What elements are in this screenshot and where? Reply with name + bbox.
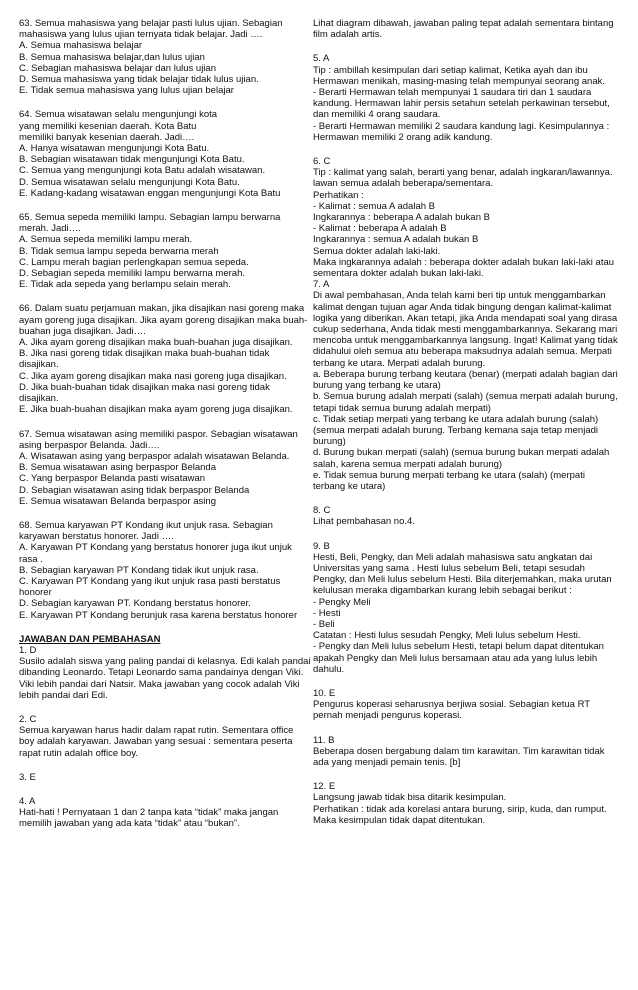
- text-line: Beberapa dosen bergabung dalam tim karawitan. Tim karawitan tidak ada yang menjadi pemain tenis. [b]: [313, 745, 605, 768]
- answer-block: [19, 714, 311, 759]
- answer-block: [19, 645, 311, 701]
- answers-heading: JAWABAN DAN PEMBAHASAN: [19, 633, 161, 645]
- text-line: D. Sebagian karyawan PT. Kondang berstatus honorer.: [19, 598, 251, 610]
- answer-block: [313, 505, 618, 527]
- text-line: yang memiliki kesenian daerah. Kota Batu: [19, 120, 197, 132]
- text-line: - Berarti Hermawan telah mempunyai 1 saudara tiri dan 1 saudara kandung. Hermawan lahir persis setahun setelah perkawinan tersebut, dan memiliki 4 orang saudara.: [313, 87, 610, 121]
- text-line: C. Jika ayam goreng disajikan maka nasi goreng juga disajikan.: [19, 370, 287, 382]
- answer-block: [313, 156, 618, 492]
- text-line: c. Tidak setiap merpati yang terbang ke utara adalah burung (salah) (semua merpati adalah burung. Terbang kemana saja tetap menjadi burung): [313, 413, 599, 448]
- text-line: Catatan : Hesti lulus sesudah Pengky, Meli lulus sebelum Hesti.: [313, 630, 581, 642]
- text-line: 12. E: [313, 781, 336, 793]
- text-line: D. Jika buah-buahan tidak disajikan maka nasi goreng tidak disajikan.: [19, 381, 270, 405]
- text-line: E. Tidak semua mahasiswa yang lulus ujian belajar: [19, 85, 234, 97]
- text-line: B. Sebagian karyawan PT Kondang tidak ikut unjuk rasa.: [19, 564, 259, 576]
- text-line: D. Semua mahasiswa yang tidak belajar tidak lulus ujian.: [19, 74, 259, 86]
- text-line: 9. B: [313, 540, 330, 552]
- text-line: Tip : ambillah kesimpulan dari setiap kalimat, Ketika ayah dan ibu Hermawan menikah, masing-masing telah mempunyai seorang anak.: [313, 64, 606, 87]
- answer-block: [313, 781, 618, 826]
- text-line: 5. A: [313, 53, 330, 65]
- text-line: - Hesti: [313, 607, 341, 619]
- text-line: 63. Semua mahasiswa yang belajar pasti lulus ujian. Sebagian mahasiswa yang lulus ujian ternyata tidak belajar. Jadi ….: [19, 18, 283, 41]
- right-column: [313, 18, 618, 839]
- text-line: Semua dokter adalah laki-laki.: [313, 245, 441, 257]
- text-line: E. Tidak ada sepeda yang berlampu selain merah.: [19, 279, 231, 291]
- text-line: C. Lampu merah bagian perlengkapan semua sepeda.: [19, 256, 249, 268]
- text-line: - Beli: [313, 618, 335, 630]
- answer-block: [19, 772, 311, 783]
- text-line: D. Sebagian sepeda memiliki lampu berwarna merah.: [19, 268, 246, 280]
- text-line: 6. C: [313, 156, 331, 168]
- text-line: Perhatikan :: [313, 189, 364, 201]
- text-line: A. Karyawan PT Kondang yang berstatus honorer juga ikut unjuk rasa .: [19, 542, 292, 565]
- text-line: C. Yang berpaspor Belanda pasti wisatawan: [19, 473, 206, 485]
- text-line: Lihat diagram dibawah, jawaban paling tepat adalah sementara bintang film adalah artis.: [313, 18, 614, 41]
- text-line: Perhatikan : tidak ada korelasi antara burung, sirip, kuda, dan rumput. Maka kesimpulan tidak dapat ditentukan.: [313, 803, 607, 826]
- text-line: Pengurus koperasi seharusnya berjiwa sosial. Sebagian ketua RT pernah menjadi pengurus koperasi.: [313, 699, 590, 722]
- text-line: B. Semua mahasiswa belajar,dan lulus ujian: [19, 51, 205, 63]
- answer-block: [313, 18, 618, 40]
- text-line: A. Jika ayam goreng disajikan maka buah-buahan juga disajikan.: [19, 337, 293, 349]
- text-line: Lihat pembahasan no.4.: [313, 516, 415, 528]
- text-line: - Pengky Meli: [313, 596, 371, 608]
- text-line: B. Jika nasi goreng tidak disajikan maka buah-buahan tidak disajikan.: [19, 348, 270, 371]
- question-block: [19, 212, 311, 290]
- text-line: Ingkarannya : semua A adalah bukan B: [313, 234, 479, 246]
- text-line: A. Wisatawan asing yang berpaspor adalah wisatawan Belanda.: [19, 450, 290, 462]
- text-line: - Pengky dan Meli lulus sebelum Hesti, tetapi belum dapat ditentukan apakah Pengky dan Meli lulus bersamaan atau ada yang lulus lebih dahulu.: [313, 641, 604, 675]
- text-line: E. Karyawan PT Kondang berunjuk rasa karena berstatus honorer: [19, 609, 298, 621]
- text-line: Di awal pembahasan, Anda telah kami beri tip untuk menggambarkan kalimat dengan tujuan agar Anda tidak bingung dengan kalimat-kalimat logika yang diberikan. Akan tetapi, jika Anda mendapati soal yang dirasa cukup sederhana, Anda tidak mesti menggambarkannya. Sekarang mari mencoba untuk menggambarkannya langsung. Ingat! Kalimat yang tidak didahului oleh semua atu beberapa maksudnya adalah semua. Merpati terbang ke utara. Merpati adalah burung.: [313, 290, 618, 369]
- text-line: 2. C: [19, 713, 37, 725]
- text-line: D. Sebagian wisatawan asing tidak berpaspor Belanda: [19, 484, 250, 496]
- text-line: 67. Semua wisatawan asing memiliki paspor. Sebagian wisatawan asing berpaspor Belanda. Jadi….: [19, 428, 298, 451]
- answer-block: [313, 53, 618, 143]
- text-line: C. Sebagian mahasiswa belajar dan lulus ujian: [19, 62, 216, 74]
- question-block: [19, 109, 311, 199]
- text-line: 68. Semua karyawan PT Kondang ikut unjuk rasa. Sebagian karyawan berstatus honorer. Jadi ….: [19, 519, 273, 543]
- text-line: 65. Semua sepeda memiliki lampu. Sebagian lampu berwarna merah. Jadi….: [19, 212, 281, 235]
- text-line: 7. A: [313, 279, 330, 291]
- text-line: E. Semua wisatawan Belanda berpaspor asing: [19, 495, 216, 507]
- text-line: Susilo adalah siswa yang paling pandai di kelasnya. Edi kalah pandai dibanding Leonardo. Tetapi Leonardo sama pandainya dengan Viki. Viki lebih pandai dari Natsir. Maka jawaban yang cocok adalah Viki lebih pandai dari Edi.: [19, 656, 311, 701]
- text-line: 1. D: [19, 644, 37, 656]
- text-line: 66. Dalam suatu perjamuan makan, jika disajikan nasi goreng maka ayam goreng juga disajikan. Jika ayam goreng disajikan maka buah-buahan juga disajikan. Jadi….: [19, 303, 308, 337]
- text-line: Maka ingkarannya adalah : beberapa dokter adalah bukan laki-laki atau sementara dokter adalah bukan laki-laki.: [313, 256, 615, 280]
- text-line: C. Karyawan PT Kondang yang ikut unjuk rasa pasti berstatus honorer: [19, 575, 281, 599]
- answer-block: [313, 541, 618, 675]
- text-line: Semua karyawan harus hadir dalam rapat rutin. Sementara office boy adalah karyawan. Jawaban yang sesuai : sementara peserta rapat rutin adalah office boy.: [19, 725, 294, 759]
- text-line: a. Beberapa burung terbang keutara (benar) (merpati adalah bagian dari burung yang terbang ke utara): [313, 368, 618, 392]
- text-line: A. Hanya wisatawan mengunjungi Kota Batu.: [19, 143, 210, 155]
- text-line: E. Kadang-kadang wisatawan enggan mengunjungi Kota Batu: [19, 187, 281, 199]
- text-line: B. Sebagian wisatawan tidak mengunjungi Kota Batu.: [19, 154, 245, 166]
- text-line: 3. E: [19, 771, 36, 783]
- text-line: A. Semua sepeda memiliki lampu merah.: [19, 234, 193, 246]
- text-line: Hesti, Beli, Pengky, dan Meli adalah mahasiswa satu angkatan dai Universitas yang sama . Hesti lulus sebelum Beli, tetapi sesudah Pengky, dan Meli lulus sebelum Hesti. Bila diterjemahkan, maka urutan kelulusan meraka digambarkan kurang lebih sebagai berikut :: [313, 551, 612, 597]
- text-line: Langsung jawab tidak bisa ditarik kesimpulan.: [313, 792, 507, 804]
- text-line: - Berarti Hermawan memiliki 2 saudara kandung lagi. Kesimpulannya : Hermawan memiliki 2 orang adik kandung.: [313, 120, 610, 143]
- text-line: 64. Semua wisatawan selalu mengunjungi kota: [19, 109, 218, 121]
- text-line: Hati-hati ! Pernyataan 1 dan 2 tanpa kata “tidak” maka jangan memilih jawaban yang ada kata “tidak” atau “bukan”.: [19, 807, 279, 830]
- text-line: E. Jika buah-buahan disajikan maka ayam goreng juga disajikan.: [19, 404, 293, 416]
- text-line: memiliki banyak kesenian daerah. Jadi….: [19, 131, 195, 143]
- text-line: - Kalimat : semua A adalah B: [313, 200, 435, 212]
- text-line: e. Tidak semua burung merpati terbang ke utara (salah) (merpati terbang ke utara): [313, 469, 585, 492]
- text-line: A. Semua mahasiswa belajar: [19, 40, 143, 52]
- question-block: [19, 520, 311, 621]
- text-line: Ingkarannya : beberapa A adalah bukan B: [313, 212, 490, 224]
- answer-block: [313, 735, 618, 769]
- text-line: B. Tidak semua lampu sepeda berwarna merah: [19, 245, 219, 257]
- left-column: [19, 18, 311, 843]
- text-line: b. Semua burung adalah merpati (salah) (semua merpati adalah burung, tetapi tidak semua burung adalah merpati): [313, 391, 618, 414]
- text-line: 11. B: [313, 734, 335, 746]
- text-line: 10. E: [313, 687, 336, 699]
- answer-block: [313, 688, 618, 722]
- text-line: D. Semua wisatawan selalu mengunjungi Kota Batu.: [19, 176, 240, 188]
- text-line: - Kalimat : beberapa A adalah B: [313, 223, 447, 235]
- text-line: B. Semua wisatawan asing berpaspor Belanda: [19, 462, 216, 474]
- question-block: [19, 18, 311, 96]
- answer-block: [19, 796, 311, 830]
- question-block: [19, 429, 311, 507]
- text-line: 8. C: [313, 505, 331, 517]
- text-line: d. Burung bukan merpati (salah) (semua burung bukan merpati adalah salah, karena semua merpati adalah burung): [313, 447, 610, 470]
- question-block: [19, 303, 311, 415]
- text-line: C. Semua yang mengunjungi kota Batu adalah wisatawan.: [19, 165, 266, 177]
- text-line: Tip : kalimat yang salah, berarti yang benar, adalah ingkaran/lawannya. lawan semua adalah beberapa/sementara.: [313, 167, 613, 190]
- text-line: 4. A: [19, 795, 36, 807]
